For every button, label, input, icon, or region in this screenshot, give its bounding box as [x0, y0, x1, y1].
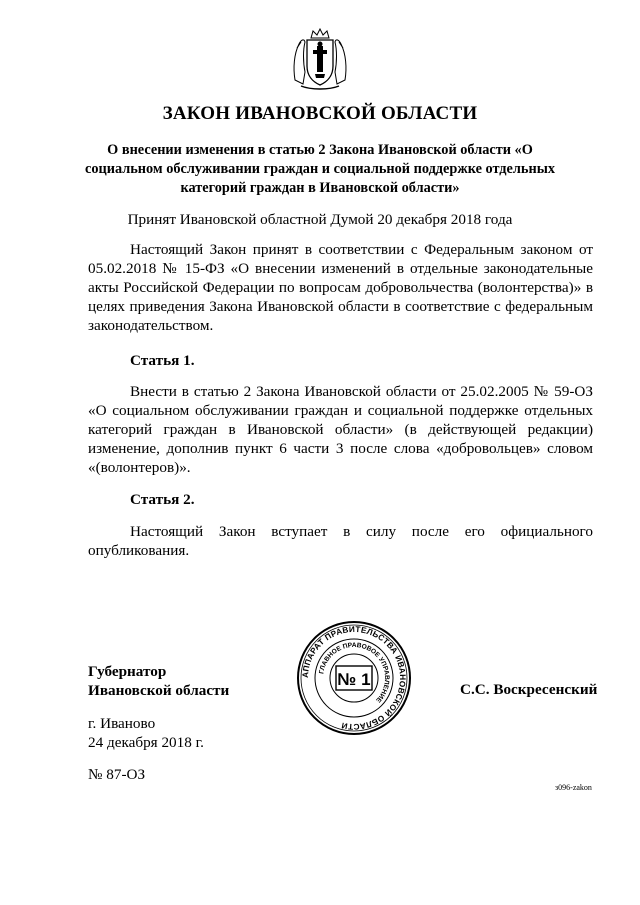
- coat-of-arms-emblem: [291, 28, 349, 92]
- document-code: з096-zakon: [555, 783, 592, 792]
- signing-date: 24 декабря 2018 г.: [88, 734, 204, 751]
- intro-paragraph: Настоящий Закон принят в соответствии с Федеральным законом от 05.02.2018 № 15-ФЗ «О внесении изменений в отдельные законодательные акты Российской Федерации по вопросам добровольчества (волонтерства)» в целях приведения Закона Ивановской области в соответствие с федеральным законодательством.: [88, 241, 593, 334]
- adoption-line: Принят Ивановской областной Думой 20 декабря 2018 года: [127, 211, 513, 228]
- official-stamp: [296, 620, 412, 736]
- stamp-ring-text: АППАРАТ ПРАВИТЕЛЬСТВА ИВАНОВСКОЙ ОБЛАСТИ: [300, 624, 408, 732]
- article-2-heading: Статья 2.: [130, 491, 195, 508]
- stamp-number: № 1: [337, 670, 371, 689]
- article-1-text: Внести в статью 2 Закона Ивановской области от 25.02.2005 № 59-ОЗ «О социальном обслуживании граждан и социальной поддержке отдельных категорий граждан в Ивановской области» (в действующей редакции) изменение, дополнив пункт 6 части 3 после слова «добровольцев» словом «(волонтеров)».: [88, 383, 593, 476]
- place-and-date: [88, 714, 204, 752]
- city: г. Иваново: [88, 715, 156, 732]
- document-subtitle: О внесении изменения в статью 2 Закона Ивановской области «О социальном обслуживании граждан и социальной поддержке отдельных категорий граждан в Ивановской области»: [84, 142, 556, 196]
- document-title: ЗАКОН ИВАНОВСКОЙ ОБЛАСТИ: [162, 103, 478, 124]
- article-1-heading: Статья 1.: [130, 352, 195, 369]
- law-number: № 87-ОЗ: [88, 766, 146, 783]
- governor-line-2: Ивановской области: [88, 682, 230, 699]
- governor-title: [88, 662, 229, 700]
- stamp-inner-text: ГЛАВНОЕ ПРАВОВОЕ УПРАВЛЕНИЕ: [318, 641, 391, 704]
- article-2-text: Настоящий Закон вступает в силу после его официального опубликования.: [88, 523, 593, 559]
- signatory-name: С.С. Воскресенский: [460, 681, 598, 698]
- governor-line-1: Губернатор: [88, 663, 167, 680]
